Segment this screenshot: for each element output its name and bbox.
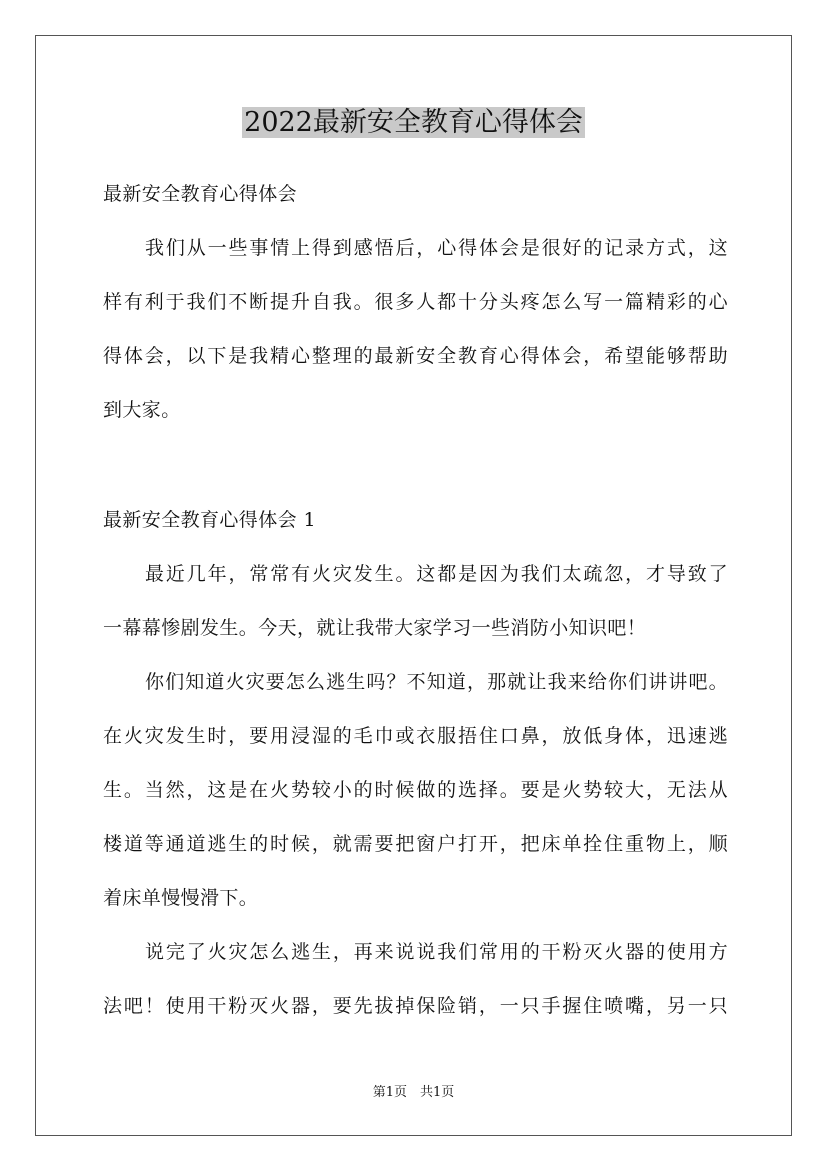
paragraph-line: 楼道等通道逃生的时候，就需要把窗户打开，把床单拴住重物上，顺 — [103, 833, 728, 855]
paragraph-line: 法吧！使用干粉灭火器，要先拔掉保险销，一只手握住喷嘴，另一只 — [103, 995, 728, 1017]
section-heading: 最新安全教育心得体会 — [103, 183, 298, 205]
page-footer: 第1页 共1页 — [372, 1085, 455, 1100]
paragraph-line: 到大家。 — [103, 399, 181, 421]
paragraph-line: 一幕幕惨剧发生。今天，就让我带大家学习一些消防小知识吧！ — [103, 617, 647, 639]
paragraph-line: 说完了火灾怎么逃生，再来说说我们常用的干粉灭火器的使用方 — [145, 941, 728, 963]
paragraph-line: 在火灾发生时，要用浸湿的毛巾或衣服捂住口鼻，放低身体，迅速逃 — [103, 725, 728, 747]
document-title — [0, 104, 827, 142]
paragraph-line: 得体会，以下是我精心整理的最新安全教育心得体会，希望能够帮助 — [103, 345, 728, 367]
paragraph-line: 我们从一些事情上得到感悟后，心得体会是很好的记录方式，这 — [145, 237, 728, 259]
paragraph-line: 你们知道火灾要怎么逃生吗？不知道，那就让我来给你们讲讲吧。 — [145, 671, 728, 693]
paragraph-line: 最近几年，常常有火灾发生。这都是因为我们太疏忽，才导致了 — [145, 563, 728, 585]
paragraph-line: 生。当然，这是在火势较小的时候做的选择。要是火势较大，无法从 — [103, 779, 728, 801]
paragraph-line: 着床单慢慢滑下。 — [103, 887, 259, 909]
document-title-text: 2022最新安全教育心得体会 — [244, 107, 583, 138]
paragraph-line: 样有利于我们不断提升自我。很多人都十分头疼怎么写一篇精彩的心 — [103, 291, 728, 313]
section-heading: 最新安全教育心得体会 1 — [103, 509, 316, 531]
